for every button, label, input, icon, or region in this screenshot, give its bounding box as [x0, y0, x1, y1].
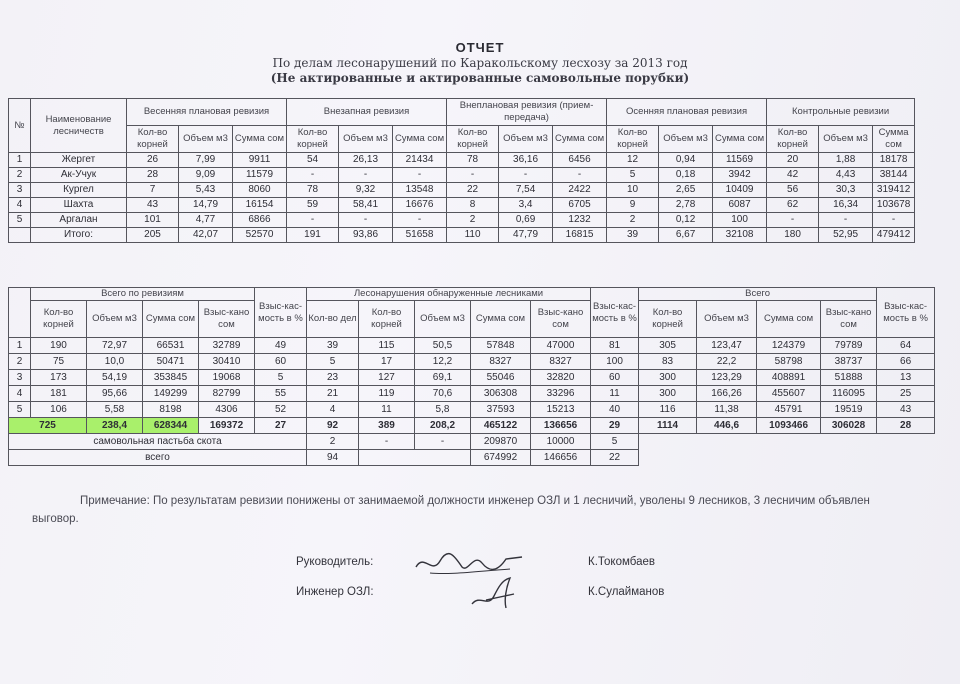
table-cell: 50,5 [415, 338, 471, 354]
table-cell: 16,34 [819, 198, 873, 213]
table-cell: 30,3 [819, 183, 873, 198]
group-header: Лесонарушения обнаруженные лесниками [307, 288, 591, 301]
table-cell: 408891 [757, 370, 821, 386]
header-row [9, 99, 915, 126]
table-cell: Аргалан [31, 213, 127, 228]
table-cell: 55046 [471, 370, 531, 386]
table-cell: 20 [767, 153, 819, 168]
total-cell: 169372 [199, 418, 255, 434]
group-header: Внеплановая ревизия (прием-передача) [447, 99, 607, 126]
table-cell: 209870 [471, 434, 531, 450]
table-cell: 3 [9, 183, 31, 198]
col-header: Кол-во корней [767, 126, 819, 153]
col-header-name: Наименование лесничеств [31, 99, 127, 153]
table-row [9, 168, 915, 183]
pasture-label: самовольная пастьба скота [9, 434, 307, 450]
table-cell: - [415, 434, 471, 450]
table-cell: 5 [255, 370, 307, 386]
col-header: Взыс-кано сом [821, 301, 877, 338]
table-cell: 52570 [233, 228, 287, 243]
table-cell: - [339, 168, 393, 183]
table-cell: 149299 [143, 386, 199, 402]
table-cell: 5,43 [179, 183, 233, 198]
table-cell: 11569 [713, 153, 767, 168]
table-cell: 115 [359, 338, 415, 354]
table-row [9, 402, 935, 418]
table-cell: 10,0 [87, 354, 143, 370]
revisions-table-body [9, 153, 915, 243]
signature-role-director: Руководитель: [296, 556, 374, 568]
table-cell: 7 [127, 183, 179, 198]
total-cell: 92 [307, 418, 359, 434]
table-cell: 42,07 [179, 228, 233, 243]
col-header: Кол-во корней [287, 126, 339, 153]
group-header: Всего [639, 288, 877, 301]
table-cell: 8327 [531, 354, 591, 370]
col-header: Объем м3 [697, 301, 757, 338]
table-cell: 40 [591, 402, 639, 418]
table-cell: 100 [591, 354, 639, 370]
table-cell: 50471 [143, 354, 199, 370]
col-header: Кол-во корней [447, 126, 499, 153]
col-header: Сумма сом [873, 126, 915, 153]
table-cell: 6,67 [659, 228, 713, 243]
table-cell: 26 [127, 153, 179, 168]
group-header: Всего по ревизиям [31, 288, 255, 301]
col-header: Кол-во корней [127, 126, 179, 153]
table-cell: 181 [31, 386, 87, 402]
totals-table-header [9, 288, 935, 338]
table-cell: 5 [9, 402, 31, 418]
engineer-signature-mark [466, 574, 526, 614]
table-cell: 5,8 [415, 402, 471, 418]
table-cell: 6456 [553, 153, 607, 168]
table-cell: 9,32 [339, 183, 393, 198]
table-cell: 33296 [531, 386, 591, 402]
total-cell: 725 [9, 418, 87, 434]
table-cell: 38144 [873, 168, 915, 183]
total-cell: 446,6 [697, 418, 757, 434]
table-cell: 60 [591, 370, 639, 386]
table-cell: 83 [639, 354, 697, 370]
table-cell: 21434 [393, 153, 447, 168]
table-cell: 59 [287, 198, 339, 213]
table-cell: 8060 [233, 183, 287, 198]
table-row [9, 213, 915, 228]
table-cell: 51888 [821, 370, 877, 386]
table-cell: 100 [713, 213, 767, 228]
table-cell: 173 [31, 370, 87, 386]
table-cell: 39 [607, 228, 659, 243]
table-cell: 81 [591, 338, 639, 354]
table-row [9, 198, 915, 213]
table-cell: 0,69 [499, 213, 553, 228]
col-header: Кол-во корней [31, 301, 87, 338]
table-cell: 66 [877, 354, 935, 370]
table-cell: 119 [359, 386, 415, 402]
table-cell: 12,2 [415, 354, 471, 370]
table-cell: 51658 [393, 228, 447, 243]
table-cell: 5 [307, 354, 359, 370]
table-cell: 2 [9, 168, 31, 183]
table-cell: 69,1 [415, 370, 471, 386]
table-cell: 25 [877, 386, 935, 402]
table-cell: 1 [9, 153, 31, 168]
revisions-table [8, 98, 915, 243]
table-cell: 7,54 [499, 183, 553, 198]
table-cell: 0,18 [659, 168, 713, 183]
total-cell: 465122 [471, 418, 531, 434]
table-cell: 16815 [553, 228, 607, 243]
revisions-table-header [9, 99, 915, 153]
table-cell: 2,65 [659, 183, 713, 198]
total-cell: 628344 [143, 418, 199, 434]
table-cell: 6087 [713, 198, 767, 213]
table-cell: 10409 [713, 183, 767, 198]
col-header: Объем м3 [415, 301, 471, 338]
table-cell: 11579 [233, 168, 287, 183]
table-row [9, 183, 915, 198]
table-cell: 146656 [531, 450, 591, 466]
table-cell: 10 [607, 183, 659, 198]
table-cell: 4 [307, 402, 359, 418]
table-cell: - [447, 168, 499, 183]
table-cell: 8198 [143, 402, 199, 418]
table-cell: Жергет [31, 153, 127, 168]
group-header: Весенняя плановая ревизия [127, 99, 287, 126]
table-cell: 62 [767, 198, 819, 213]
table-cell: 47000 [531, 338, 591, 354]
total-cell: 238,4 [87, 418, 143, 434]
table-cell: 21 [307, 386, 359, 402]
table-cell: 11,38 [697, 402, 757, 418]
table-cell: 16676 [393, 198, 447, 213]
table-cell: 64 [877, 338, 935, 354]
table-cell: 300 [639, 370, 697, 386]
table-cell: 52,95 [819, 228, 873, 243]
table-cell: - [287, 168, 339, 183]
table-cell: 9911 [233, 153, 287, 168]
table-cell: 49 [255, 338, 307, 354]
table-cell: 205 [127, 228, 179, 243]
table-cell: 42 [767, 168, 819, 183]
signature-name-director: К.Токомбаев [588, 556, 655, 568]
table-cell: 28 [127, 168, 179, 183]
table-cell: - [873, 213, 915, 228]
subheader-row [9, 126, 915, 153]
table-cell: 18178 [873, 153, 915, 168]
table-cell: 93,86 [339, 228, 393, 243]
col-header: Взыс-кас-мость в % [255, 288, 307, 338]
table-cell: 14,79 [179, 198, 233, 213]
table-cell: 9,09 [179, 168, 233, 183]
table-cell: 1232 [553, 213, 607, 228]
table-cell: - [287, 213, 339, 228]
col-header: Объем м3 [179, 126, 233, 153]
total-cell: 28 [877, 418, 935, 434]
table-cell: 674992 [471, 450, 531, 466]
table-cell: 32789 [199, 338, 255, 354]
table-cell: 2422 [553, 183, 607, 198]
col-header: Кол-во корней [639, 301, 697, 338]
table-cell: 166,26 [697, 386, 757, 402]
col-header: Взыс-кас-мость в % [877, 288, 935, 338]
col-header: Взыс-кано сом [199, 301, 255, 338]
table-cell: 0,12 [659, 213, 713, 228]
table-cell: 8327 [471, 354, 531, 370]
table-cell: 319412 [873, 183, 915, 198]
table-cell: 123,29 [697, 370, 757, 386]
table-cell: 56 [767, 183, 819, 198]
table-cell: 124379 [757, 338, 821, 354]
table-cell: Шахта [31, 198, 127, 213]
grand-total-row [9, 450, 935, 466]
table-cell: 1 [9, 338, 31, 354]
col-header: Сумма сом [553, 126, 607, 153]
table-cell: 3942 [713, 168, 767, 183]
group-header: Контрольные ревизии [767, 99, 915, 126]
table-cell: 7,99 [179, 153, 233, 168]
table-cell: - [393, 213, 447, 228]
table-cell: - [359, 434, 415, 450]
total-cell: 27 [255, 418, 307, 434]
grand-total-label: всего [9, 450, 307, 466]
table-cell: - [393, 168, 447, 183]
col-header: Кол-во дел [307, 301, 359, 338]
table-cell: 22,2 [697, 354, 757, 370]
signature-name-engineer: К.Сулайманов [588, 586, 665, 598]
col-header: Объем м3 [499, 126, 553, 153]
col-header: Взыс-кано сом [531, 301, 591, 338]
total-cell: 29 [591, 418, 639, 434]
table-cell: 2 [447, 213, 499, 228]
table-cell: 5,58 [87, 402, 143, 418]
table-cell: 300 [639, 386, 697, 402]
table-row [9, 338, 935, 354]
col-header: Взыс-кас-мость в % [591, 288, 639, 338]
table-cell: - [767, 213, 819, 228]
table-cell: 66531 [143, 338, 199, 354]
table-cell: 4,77 [179, 213, 233, 228]
total-cell: 208,2 [415, 418, 471, 434]
table-cell: 47,79 [499, 228, 553, 243]
totals-row [9, 418, 935, 434]
table-cell [359, 450, 471, 466]
table-cell: 11 [359, 402, 415, 418]
subheader-row [9, 301, 935, 338]
table-cell: 75 [31, 354, 87, 370]
table-cell: 70,6 [415, 386, 471, 402]
table-cell: 79789 [821, 338, 877, 354]
table-cell: 3,4 [499, 198, 553, 213]
empty-cell [639, 434, 935, 450]
table-cell: 57848 [471, 338, 531, 354]
col-header-no: № [9, 99, 31, 153]
col-header: Объем м3 [659, 126, 713, 153]
table-cell: Итого: [31, 228, 127, 243]
table-cell: Ак-Учук [31, 168, 127, 183]
table-cell: 127 [359, 370, 415, 386]
table-cell: 116 [639, 402, 697, 418]
total-cell: 389 [359, 418, 415, 434]
table-cell: 32108 [713, 228, 767, 243]
table-cell: 13548 [393, 183, 447, 198]
table-cell: 116095 [821, 386, 877, 402]
table-cell: 58798 [757, 354, 821, 370]
table-cell: 95,66 [87, 386, 143, 402]
table-cell: 110 [447, 228, 499, 243]
signature-role-engineer: Инженер ОЗЛ: [296, 586, 374, 598]
totals-table-body [9, 338, 935, 466]
table-cell: 22 [591, 450, 639, 466]
table-cell: - [339, 213, 393, 228]
table-cell: Кургел [31, 183, 127, 198]
table-row [9, 386, 935, 402]
col-header: Кол-во корней [359, 301, 415, 338]
table-cell: 2,78 [659, 198, 713, 213]
report-header [0, 40, 960, 86]
total-cell: 1093466 [757, 418, 821, 434]
table-cell: 455607 [757, 386, 821, 402]
table-cell: 305 [639, 338, 697, 354]
table-cell: 5 [591, 434, 639, 450]
table-cell: 1,88 [819, 153, 873, 168]
table-row [9, 228, 915, 243]
table-cell: 9 [607, 198, 659, 213]
table-cell: 19068 [199, 370, 255, 386]
table-row [9, 153, 915, 168]
table-cell: 13 [877, 370, 935, 386]
table-cell: 78 [447, 153, 499, 168]
table-cell: 306308 [471, 386, 531, 402]
table-cell: 54 [287, 153, 339, 168]
table-cell: 2 [9, 354, 31, 370]
header-row [9, 288, 935, 301]
table-cell: 479412 [873, 228, 915, 243]
table-cell: 6866 [233, 213, 287, 228]
table-cell: 5 [9, 213, 31, 228]
table-row [9, 354, 935, 370]
table-cell: 2 [607, 213, 659, 228]
table-cell: 58,41 [339, 198, 393, 213]
table-cell: 54,19 [87, 370, 143, 386]
col-header: Объем м3 [87, 301, 143, 338]
table-cell: 94 [307, 450, 359, 466]
table-cell: 22 [447, 183, 499, 198]
table-cell: 4 [9, 386, 31, 402]
table-cell: 11 [591, 386, 639, 402]
table-cell: 43 [127, 198, 179, 213]
table-cell: 6705 [553, 198, 607, 213]
table-cell: 39 [307, 338, 359, 354]
table-cell: 32820 [531, 370, 591, 386]
col-header: Сумма сом [143, 301, 199, 338]
table-cell: 3 [9, 370, 31, 386]
table-row [9, 370, 935, 386]
table-cell: 19519 [821, 402, 877, 418]
table-cell: - [499, 168, 553, 183]
table-cell: - [553, 168, 607, 183]
report-note: Примечание: По результатам ревизии понижены от занимаемой должности инженер ОЗЛ и 1 лесничий, уволены 9 лесников, 3 лесничим объявлен выговор. [32, 495, 870, 525]
table-cell: 2 [307, 434, 359, 450]
table-cell: 78 [287, 183, 339, 198]
table-cell: 37593 [471, 402, 531, 418]
table-cell: 353845 [143, 370, 199, 386]
table-cell: 191 [287, 228, 339, 243]
table-cell: 103678 [873, 198, 915, 213]
table-cell: 10000 [531, 434, 591, 450]
col-header: Сумма сом [393, 126, 447, 153]
table-cell: 8 [447, 198, 499, 213]
table-cell: 55 [255, 386, 307, 402]
totals-table [8, 287, 935, 466]
table-cell: 15213 [531, 402, 591, 418]
pasture-row [9, 434, 935, 450]
table-cell: 26,13 [339, 153, 393, 168]
table-cell [9, 228, 31, 243]
total-cell: 136656 [531, 418, 591, 434]
col-header-no [9, 288, 31, 338]
col-header: Сумма сом [471, 301, 531, 338]
table-cell: 4,43 [819, 168, 873, 183]
table-cell: 12 [607, 153, 659, 168]
table-cell: 16154 [233, 198, 287, 213]
table-cell: 45791 [757, 402, 821, 418]
table-cell: 4306 [199, 402, 255, 418]
table-cell: 0,94 [659, 153, 713, 168]
col-header: Объем м3 [819, 126, 873, 153]
table-cell: 36,16 [499, 153, 553, 168]
group-header: Внезапная ревизия [287, 99, 447, 126]
empty-cell [639, 450, 935, 466]
table-cell: - [819, 213, 873, 228]
table-cell: 5 [607, 168, 659, 183]
table-cell: 180 [767, 228, 819, 243]
table-cell: 60 [255, 354, 307, 370]
col-header: Объем м3 [339, 126, 393, 153]
table-cell: 190 [31, 338, 87, 354]
table-cell: 17 [359, 354, 415, 370]
col-header: Сумма сом [233, 126, 287, 153]
table-cell: 72,97 [87, 338, 143, 354]
table-cell: 123,47 [697, 338, 757, 354]
table-cell: 101 [127, 213, 179, 228]
col-header: Кол-во корней [607, 126, 659, 153]
group-header: Осенняя плановая ревизия [607, 99, 767, 126]
table-cell: 106 [31, 402, 87, 418]
total-cell: 306028 [821, 418, 877, 434]
table-cell: 38737 [821, 354, 877, 370]
table-cell: 30410 [199, 354, 255, 370]
table-cell: 52 [255, 402, 307, 418]
report-subtitle-2: (Не актированные и актированные самовольные порубки) [270, 71, 690, 85]
total-cell: 1114 [639, 418, 697, 434]
report-title: ОТЧЕТ [455, 40, 505, 55]
table-cell: 23 [307, 370, 359, 386]
col-header: Сумма сом [757, 301, 821, 338]
report-subtitle: По делам лесонарушений по Каракольскому лесхозу за 2013 год [272, 56, 688, 70]
table-cell: 4 [9, 198, 31, 213]
table-cell: 43 [877, 402, 935, 418]
table-cell: 82799 [199, 386, 255, 402]
col-header: Сумма сом [713, 126, 767, 153]
